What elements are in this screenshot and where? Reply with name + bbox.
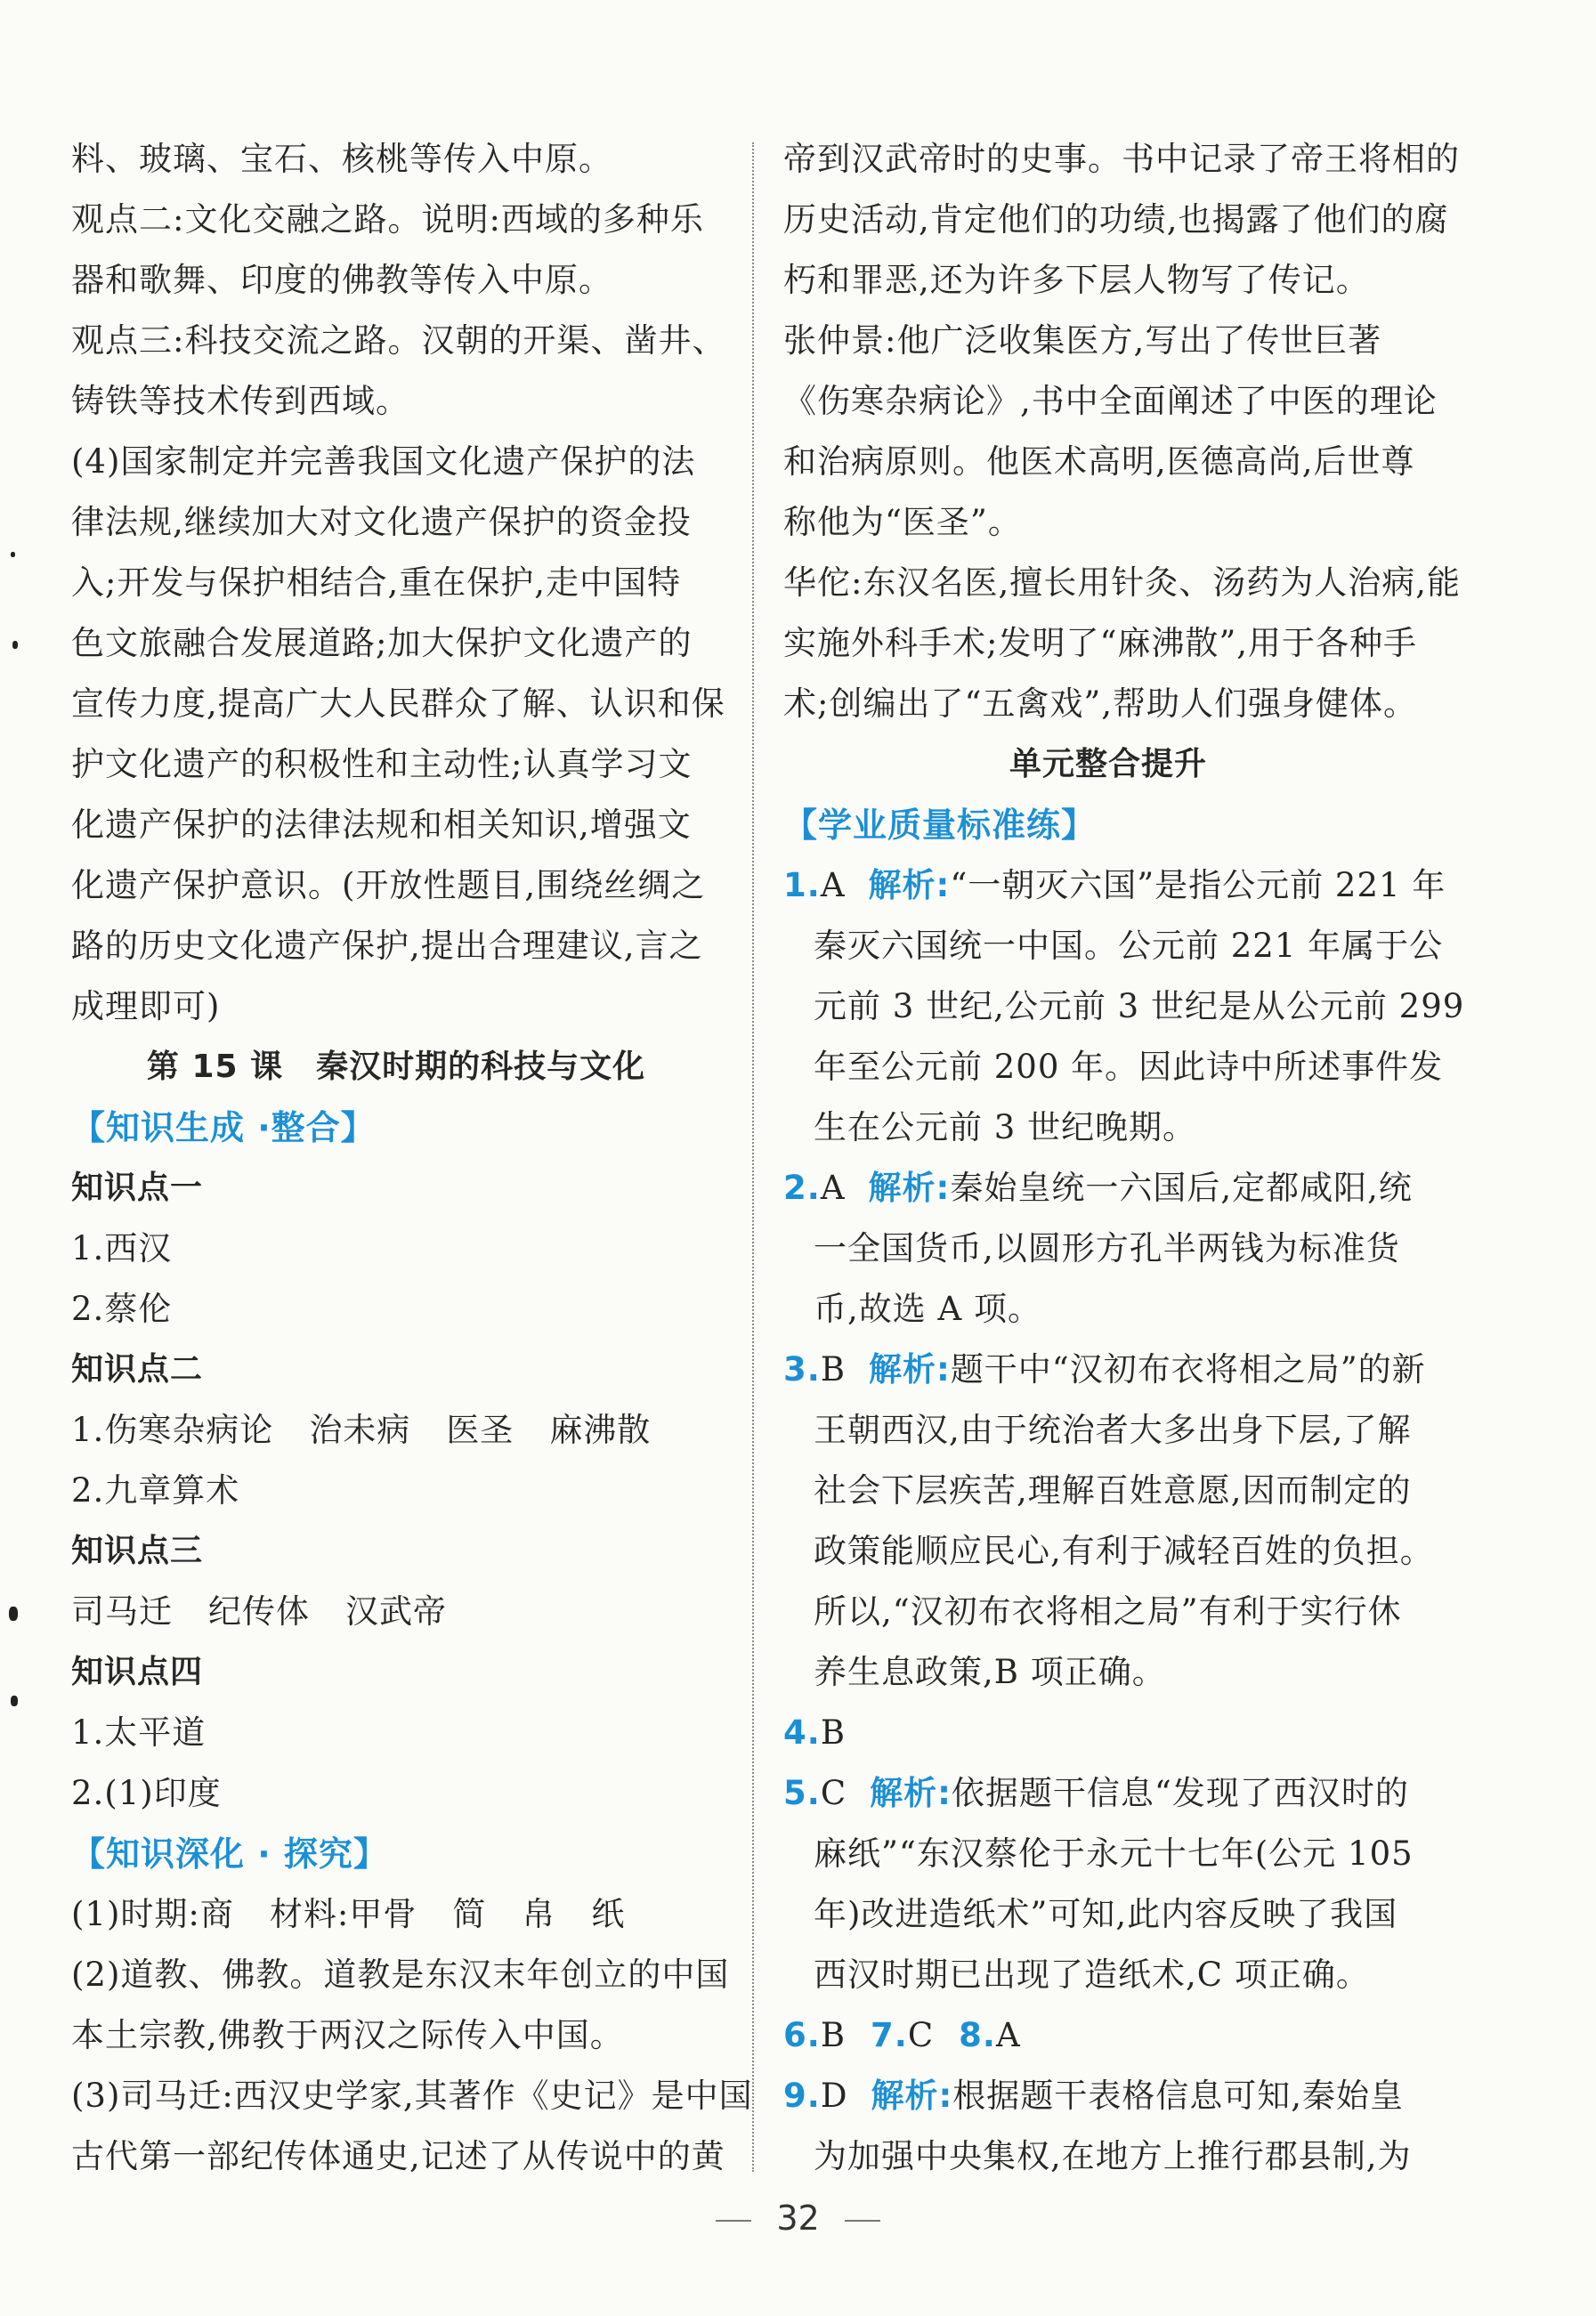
text-line: 币,故选 A 项。: [814, 1290, 1042, 1328]
text-line: 律法规,继续加大对文化遗产保护的资金投: [71, 503, 692, 541]
text-line: 秦灭六国统一中国。公元前 221 年属于公: [814, 927, 1444, 965]
question-2: [783, 1158, 1433, 1219]
section-heading-practice: 【学业质量标准练】: [783, 806, 1097, 845]
answer-term: 1.伤寒杂病论: [71, 1411, 274, 1449]
question-number: 8.: [959, 2016, 996, 2054]
text-line: (4)国家制定并完善我国文化遗产保护的法: [71, 442, 696, 481]
text-line: 器和歌舞、印度的佛教等传入中原。: [71, 261, 612, 299]
question-number: 3.: [783, 1350, 821, 1389]
text-line: 华佗:东汉名医,擅长用针灸、汤药为人治病,能: [783, 563, 1461, 602]
answer-term: 医圣: [446, 1411, 514, 1449]
question-number: 7.: [871, 2016, 908, 2054]
question-4: [783, 1703, 1433, 1763]
knowledge-point-heading: 知识点二: [71, 1351, 204, 1388]
question-number: 2.: [783, 1169, 821, 1207]
page-number: 32: [776, 2199, 820, 2238]
analysis-label: 解析:: [869, 1350, 951, 1389]
answer-line: 2.(1)印度: [71, 1774, 222, 1812]
scan-mark: [11, 1696, 18, 1706]
answer-line: 1.西汉: [71, 1229, 173, 1267]
answer-letter: B: [820, 2016, 847, 2054]
text-line: (3)司马迁:西汉史学家,其著作《史记》是中国: [71, 2077, 753, 2115]
question-5: [783, 1763, 1433, 1824]
section-heading-knowledge: 【知识生成 ·整合】: [71, 1108, 376, 1147]
answer-term: 纪传体: [208, 1592, 310, 1631]
answer-line: 2.蔡伦: [71, 1290, 173, 1328]
text-line: 政策能顺应民心,有利于减轻百姓的负担。: [814, 1532, 1434, 1570]
scan-mark: [9, 1607, 18, 1621]
text-line: 一全国货币,以圆形方孔半两钱为标准货: [814, 1229, 1400, 1267]
text-line: 朽和罪恶,还为许多下层人物写了传记。: [783, 261, 1370, 299]
text-line: 路的历史文化遗产保护,提出合理建议,言之: [71, 927, 703, 965]
text-line: 年至公元前 200 年。因此诗中所述事件发: [814, 1048, 1444, 1086]
analysis-text: “一朝灭六国”是指公元前 221 年: [950, 866, 1446, 904]
analysis-text: 秦始皇统一六国后,定都咸阳,统: [950, 1169, 1413, 1207]
text-line: 《伤寒杂病论》,书中全面阐述了中医的理论: [783, 382, 1438, 420]
lesson-title: 第 15 课 秦汉时期的科技与文化: [146, 1049, 646, 1085]
answer-letter: B: [820, 1350, 847, 1389]
text-line: 元前 3 世纪,公元前 3 世纪是从公元前 299: [814, 987, 1465, 1025]
text-line: 化遗产保护意识。(开放性题目,围绕丝绸之: [71, 866, 706, 904]
analysis-text: 题干中“汉初布衣将相之局”的新: [950, 1350, 1426, 1389]
text-line: 色文旅融合发展道路;加大保护文化遗产的: [71, 624, 693, 662]
answer-line: [71, 1400, 721, 1461]
answer-line: [71, 1884, 721, 1945]
question-number: 6.: [783, 2016, 821, 2054]
questions-6-8: [783, 2005, 1433, 2066]
text-line: 称他为“医圣”。: [783, 503, 1022, 541]
answer-letter: A: [820, 866, 846, 904]
text-line: 年)改进造纸术”可知,此内容反映了我国: [814, 1895, 1398, 1933]
text-line: 社会下层疾苦,理解百姓意愿,因而制定的: [814, 1471, 1412, 1510]
answer-term: (1)时期:商: [71, 1895, 234, 1933]
knowledge-point-heading: 知识点一: [71, 1170, 204, 1206]
answer-line: [71, 1582, 721, 1642]
answer-letter: A: [820, 1169, 846, 1207]
text-line: 化遗产保护的法律法规和相关知识,增强文: [71, 806, 692, 844]
question-number: 9.: [783, 2077, 821, 2115]
text-line: 料、玻璃、宝石、核桃等传入中原。: [71, 140, 612, 178]
question-3: [783, 1340, 1433, 1400]
text-line: 张仲景:他广泛收集医方,写出了传世巨著: [783, 321, 1382, 360]
column-divider: [752, 142, 754, 2172]
answer-term: 纸: [591, 1895, 626, 1933]
question-number: 5.: [783, 1774, 821, 1812]
text-line: 铸铁等技术传到西域。: [71, 382, 409, 420]
answer-term: 材料:甲骨: [269, 1895, 417, 1933]
text-line: 帝到汉武帝时的史事。书中记录了帝王将相的: [783, 140, 1460, 178]
text-line: 历史活动,肯定他们的功绩,也揭露了他们的腐: [783, 200, 1449, 239]
text-line: 成理即可): [71, 987, 221, 1025]
answer-term: 司马迁: [71, 1592, 173, 1631]
text-line: 宣传力度,提高广大人民群众了解、认识和保: [71, 684, 725, 723]
analysis-label: 解析:: [871, 2077, 953, 2115]
text-line: (2)道教、佛教。道教是东汉末年创立的中国: [71, 1956, 730, 1994]
analysis-label: 解析:: [870, 1774, 952, 1812]
text-line: 护文化遗产的积极性和主动性;认真学习文: [71, 745, 693, 783]
knowledge-point-heading: 知识点四: [71, 1654, 204, 1690]
text-line: 王朝西汉,由于统治者大多出身下层,了解: [814, 1411, 1412, 1449]
footer-dash: [845, 2220, 880, 2222]
text-line: 西汉时期已出现了造纸术,C 项正确。: [814, 1956, 1370, 1994]
right-column: [783, 129, 1465, 2187]
text-line: 为加强中央集权,在地方上推行郡县制,为: [814, 2137, 1412, 2175]
answer-line: 1.太平道: [71, 1713, 207, 1752]
unit-title: 单元整合提升: [1009, 746, 1207, 782]
answer-line: 2.九章算术: [71, 1471, 240, 1510]
answer-term: 帛: [522, 1895, 556, 1933]
footer-dash: [716, 2220, 751, 2222]
page-footer: [0, 2199, 1596, 2238]
answer-letter: D: [820, 2077, 848, 2115]
text-line: 观点三:科技交流之路。汉朝的开渠、凿井、: [71, 321, 726, 360]
analysis-text: 依据题干信息“发现了西汉时的: [951, 1774, 1409, 1812]
knowledge-point-heading: 知识点三: [71, 1533, 204, 1569]
section-heading-deepen: 【知识深化 · 探究】: [71, 1834, 388, 1874]
text-line: 生在公元前 3 世纪晚期。: [814, 1108, 1197, 1146]
question-number: 4.: [783, 1713, 821, 1752]
answer-letter: C: [820, 1774, 847, 1812]
answer-term: 简: [452, 1895, 487, 1933]
question-9: [783, 2066, 1433, 2126]
text-line: 麻纸”“东汉蔡伦于永元十七年(公元 105: [814, 1834, 1414, 1873]
text-line: 实施外科手术;发明了“麻沸散”,用于各种手: [783, 624, 1418, 662]
answer-term: 治未病: [309, 1411, 411, 1449]
text-line: 观点二:文化交融之路。说明:西域的多种乐: [71, 200, 704, 239]
answer-letter: B: [820, 1713, 847, 1752]
question-1: [783, 855, 1446, 916]
analysis-text: 根据题干表格信息可知,秦始皇: [952, 2077, 1405, 2115]
text-line: 古代第一部纪传体通史,记述了从传说中的黄: [71, 2137, 725, 2175]
left-column: [71, 129, 753, 2187]
text-line: 和治病原则。他医术高明,医德高尚,后世尊: [783, 442, 1415, 481]
analysis-label: 解析:: [868, 866, 951, 904]
text-line: 所以,“汉初布衣将相之局”有利于实行休: [814, 1592, 1402, 1631]
scan-mark: [12, 641, 18, 649]
answer-letter: A: [995, 2016, 1021, 2054]
answer-letter: C: [907, 2016, 935, 2054]
question-number: 1.: [783, 866, 821, 904]
analysis-label: 解析:: [868, 1169, 951, 1207]
text-line: 术;创编出了“五禽戏”,帮助人们强身健体。: [783, 684, 1418, 723]
text-line: 入;开发与保护相结合,重在保护,走中国特: [71, 563, 681, 602]
text-line: 本土宗教,佛教于两汉之际传入中国。: [71, 2016, 624, 2054]
text-line: 养生息政策,B 项正确。: [814, 1653, 1166, 1691]
scan-mark: [11, 552, 15, 557]
answer-term: 汉武帝: [345, 1592, 447, 1631]
answer-term: 麻沸散: [549, 1411, 652, 1449]
